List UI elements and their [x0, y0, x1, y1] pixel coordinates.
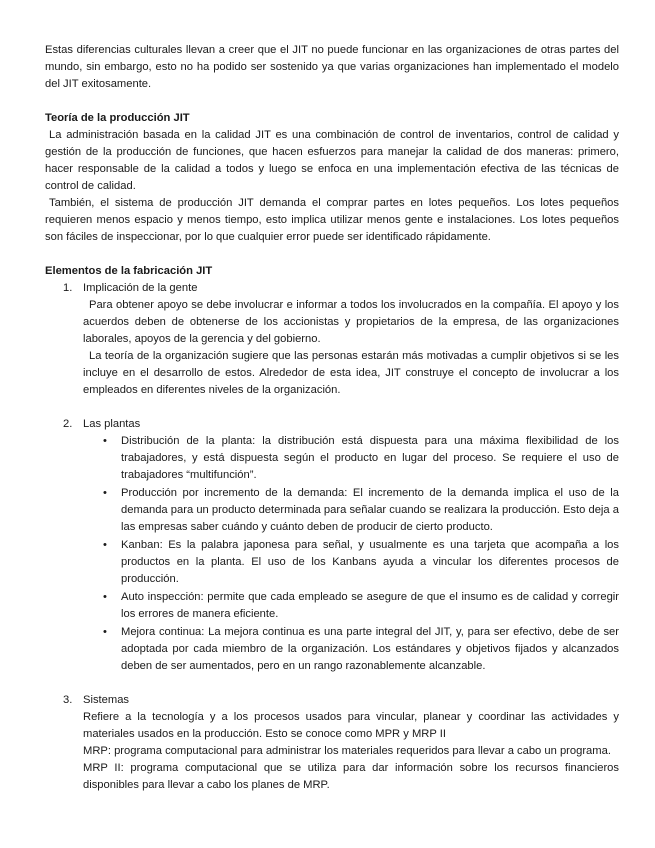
- systems-paragraph-mrp2: MRP II: programa computacional que se utiliza para dar información sobre los recursos financieros disponibles para llevar a cabo los planes de MRP.: [83, 762, 619, 791]
- list-item-systems: [45, 692, 619, 794]
- people-paragraph-2: La teoría de la organización sugiere que las personas estarán más motivadas a cumplir objetivos si se les incluye en el desarrollo de estos. Alrededor de esta idea, JIT construye el concepto de involucrar a los empleados en diferentes niveles de la organización.: [83, 350, 619, 396]
- bullet-icon: •: [103, 626, 107, 638]
- bullet-item: • Auto inspección: permite que cada empleado se asegure de que el insumo es de calidad y corregir los errores de manera eficiente.: [103, 591, 619, 620]
- people-paragraph-1: Para obtener apoyo se debe involucrar e informar a todos los involucrados en la compañía. El apoyo y los acuerdos deben de obtenerse de los accionistas y propietarios de la empresa, de las organizaciones laborales, apoyos de la gerencia y del gobierno.: [83, 299, 619, 345]
- bullet-icon: •: [103, 487, 107, 499]
- bullet-icon: •: [103, 539, 107, 551]
- bullet-item: • Kanban: Es la palabra japonesa para señal, y usualmente es una tarjeta que acompaña a los productos en la planta. El uso de los Kanbans ayuda a vincular los diferentes procesos de producción.: [103, 539, 619, 585]
- list-item-title: Sistemas: [83, 694, 130, 706]
- list-number: 3.: [63, 694, 73, 706]
- elements-list: [45, 280, 619, 794]
- theory-paragraph-1: La administración basada en la calidad JIT es una combinación de control de inventarios, control de calidad y gestión de la producción de funciones, que hacen esfuerzos para manejar la calidad de dos maneras: primero, hacer responsable de la calidad a todos y luego se enfoca en una implementación efectiva de las técnicas de control de calidad.: [45, 129, 619, 192]
- bullet-item: • Mejora continua: La mejora continua es una parte integral del JIT, y, para ser efectivo, debe de ser adoptada por cada miembro de la organización. Los estándares y objetivos fijados y alcanzados deben de ser aumentados, pero en un rango razonablemente alcanzable.: [103, 626, 619, 672]
- list-item-title: Implicación de la gente: [83, 282, 198, 294]
- bullet-icon: •: [103, 435, 107, 447]
- intro-paragraph: Estas diferencias culturales llevan a creer que el JIT no puede funcionar en las organizaciones de otras partes del mundo, sin embargo, esto no ha podido ser sostenido ya que varias organizaciones han implementado el modelo del JIT exitosamente.: [45, 44, 619, 90]
- systems-paragraph-mrp: MRP: programa computacional para administrar los materiales requeridos para llevar a cabo un programa.: [83, 745, 611, 757]
- theory-paragraph-2: También, el sistema de producción JIT demanda el comprar partes en lotes pequeños. Los lotes pequeños requieren menos espacio y menos tiempo, esto implica utilizar menos gente e instalaciones. Los lotes pequeños son fáciles de inspeccionar, por lo que cualquier error puede ser identificado rápidamente.: [45, 197, 619, 243]
- section-heading-elements: Elementos de la fabricación JIT: [45, 265, 213, 277]
- bullet-item: • Distribución de la planta: la distribución está dispuesta para una máxima flexibilidad de los trabajadores, y está dispuesta según el producto en lugar del proceso. Se requiere el uso de trabajadores “multifunción”.: [103, 435, 619, 481]
- list-item-people: [45, 280, 619, 399]
- bullet-item: • Producción por incremento de la demanda: El incremento de la demanda implica el uso de la demanda para un producto determinada para señalar cuando se realizara la producción. Esto deja a las empresas saber cuándo y cuánto deben de producir de cierto producto.: [103, 487, 619, 533]
- list-item-title: Las plantas: [83, 418, 141, 430]
- systems-paragraph-1: Refiere a la tecnología y a los procesos usados para vincular, planear y coordinar las actividades y materiales usados en la producción. Esto se conoce como MPR y MRP II: [83, 711, 619, 740]
- list-number: 2.: [63, 418, 73, 430]
- section-heading-theory: Teoría de la producción JIT: [45, 112, 190, 124]
- plants-bullet-list: [83, 433, 619, 675]
- bullet-icon: •: [103, 591, 107, 603]
- list-number: 1.: [63, 282, 73, 294]
- list-item-plants: [45, 416, 619, 675]
